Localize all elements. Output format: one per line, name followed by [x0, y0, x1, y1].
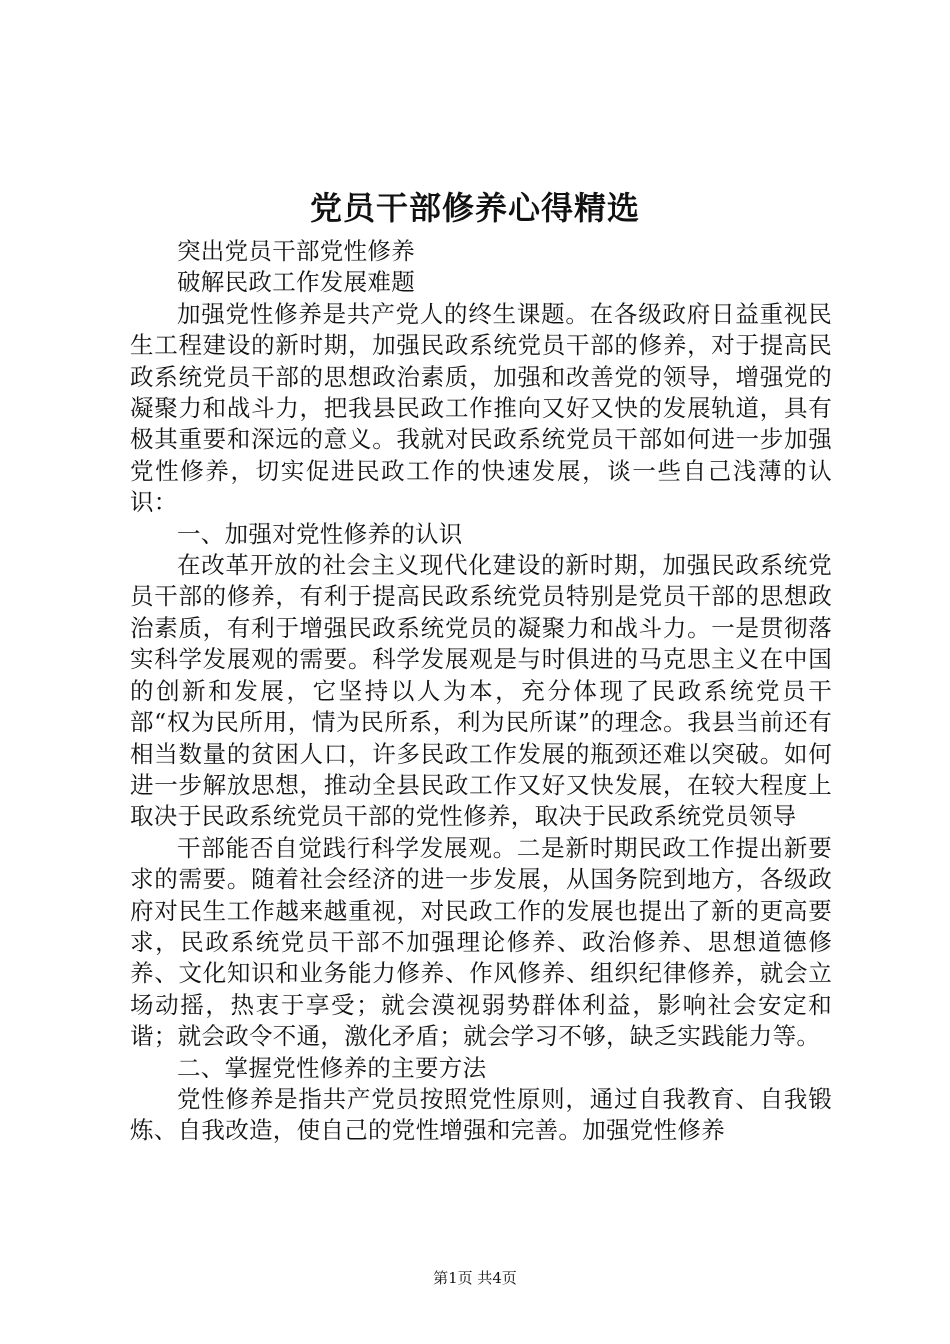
- subtitle-line-1: 突出党员干部党性修养: [177, 237, 415, 265]
- section-1-paragraph-1: 在改革开放的社会主义现代化建设的新时期，加强民政系统党员干部的修养，有利于提高民政系统党员特别是党员干部的思想政治素质，有利于增强民政系统党员的凝聚力和战斗力。一是贯彻落实科学发展观的需要。科学发展观是与时俱进的马克思主义在中国的创新和发展，它坚持以人为本，充分体现了民政系统党员干部“权为民所用，情为民所系，利为民所谋”的理念。我县当前还有相当数量的贫困人口，许多民政工作发展的瓶颈还难以突破。如何进一步解放思想，推动全县民政工作又好又快发展，在较大程度上取决于民政系统党员干部的党性修养，取决于民政系统党员领导: [130, 551, 832, 831]
- document-title: 党员干部修养心得精选: [309, 189, 640, 227]
- intro-paragraph: 加强党性修养是共产党人的终生课题。在各级政府日益重视民生工程建设的新时期，加强民政系统党员干部的修养，对于提高民政系统党员干部的思想政治素质，加强和改善党的领导，增强党的凝聚力和战斗力，把我县民政工作推向又好又快的发展轨道，具有极其重要和深远的意义。我就对民政系统党员干部如何进一步加强党性修养，切实促进民政工作的快速发展，谈一些自己浅薄的认识：: [130, 299, 832, 517]
- section-2-paragraph-1: 党性修养是指共产党员按照党性原则，通过自我教育、自我锻炼、自我改造，使自己的党性增强和完善。加强党性修养: [130, 1084, 832, 1145]
- section-heading-1: 一、加强对党性修养的认识: [177, 519, 463, 548]
- subtitle-line-2: 破解民政工作发展难题: [177, 268, 415, 297]
- page-footer: 第1页 共4页: [433, 1269, 517, 1287]
- document-body: [130, 236, 832, 1147]
- section-heading-2: 二、掌握党性修养的主要方法: [177, 1053, 487, 1082]
- section-1-paragraph-2: 干部能否自觉践行科学发展观。二是新时期民政工作提出新要求的需要。随着社会经济的进一步发展，从国务院到地方，各级政府对民生工作越来越重视，对民政工作的发展也提出了新的更高要求，民政系统党员干部不加强理论修养、政治修养、思想道德修养、文化知识和业务能力修养、作风修养、组织纪律修养，就会立场动摇，热衷于享受；就会漠视弱势群体利益，影响社会安定和谐；就会政令不通，激化矛盾；就会学习不够，缺乏实践能力等。: [130, 833, 832, 1051]
